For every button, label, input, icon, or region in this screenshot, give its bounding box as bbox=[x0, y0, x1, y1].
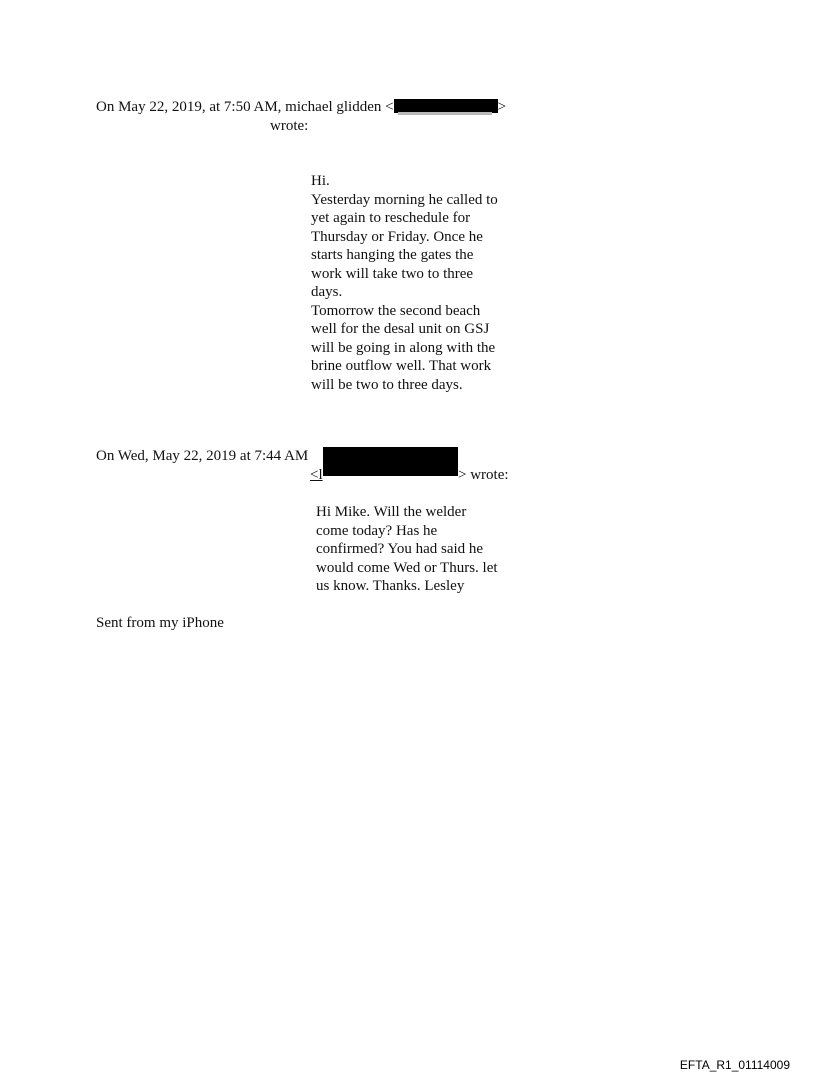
first-message-line: Thursday or Friday. Once he bbox=[311, 228, 483, 245]
first-message-line: yet again to reschedule for bbox=[311, 210, 471, 226]
first-message-line: days. bbox=[311, 284, 343, 300]
second-message-line: would come Wed or Thurs. let bbox=[316, 559, 498, 576]
first-quote-open-bracket: < bbox=[385, 99, 394, 115]
first-message-line: Hi. bbox=[311, 173, 330, 189]
second-quote-header-text: On Wed, May 22, 2019 at 7:44 AM bbox=[96, 448, 309, 464]
first-message-line: work will take two to three bbox=[311, 265, 474, 282]
first-message-line: well for the desal unit on GSJ bbox=[311, 321, 490, 337]
first-message-body bbox=[311, 172, 498, 394]
second-quote-address-line bbox=[310, 466, 323, 485]
first-message-line: Yesterday morning he called to bbox=[311, 191, 498, 208]
second-quote-open-bracket: <l bbox=[310, 467, 323, 483]
email-signature: Sent from my iPhone bbox=[96, 615, 224, 631]
redacted-email-address bbox=[394, 99, 498, 113]
second-quote-wrote: > wrote: bbox=[458, 467, 509, 483]
second-message-body bbox=[316, 503, 498, 596]
second-message-line: us know. Thanks. Lesley bbox=[316, 578, 465, 594]
first-message-line: will be two to three days. bbox=[311, 376, 463, 393]
second-quote-header bbox=[96, 447, 308, 466]
first-message-line: will be going in along with the bbox=[311, 339, 496, 356]
first-message-line: brine outflow well. That work bbox=[311, 358, 492, 374]
first-quote-header bbox=[96, 98, 506, 117]
document-id-stamp: EFTA_R1_01114009 bbox=[679, 1058, 790, 1072]
first-quote-header-text: On May 22, 2019, at 7:50 AM, michael glidden bbox=[96, 99, 382, 115]
second-message-line: Hi Mike. Will the welder bbox=[316, 504, 467, 520]
redacted-sender-block bbox=[323, 447, 458, 476]
first-message-line: Tomorrow the second beach bbox=[311, 302, 481, 319]
first-quote-wrote: wrote: bbox=[270, 118, 309, 134]
first-message-line: starts hanging the gates the bbox=[311, 247, 474, 263]
second-message-line: come today? Has he bbox=[316, 522, 438, 539]
first-quote-close-bracket: > bbox=[497, 99, 507, 115]
second-message-line: confirmed? You had said he bbox=[316, 541, 484, 557]
